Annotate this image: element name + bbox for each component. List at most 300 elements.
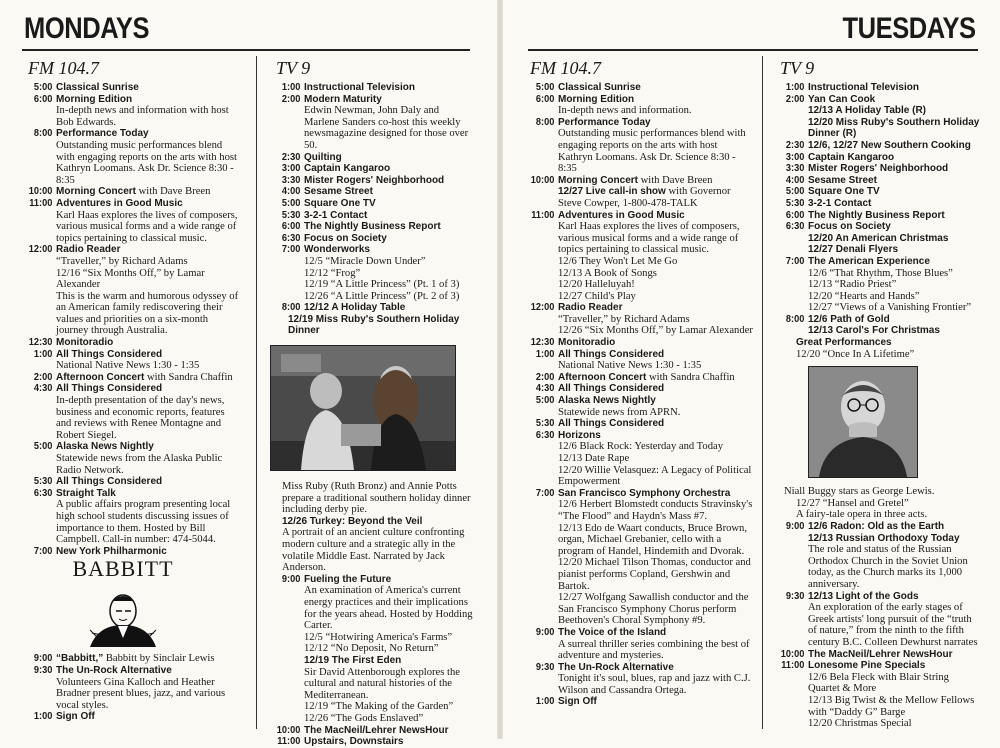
program-title: 3-2-1 Contact	[808, 197, 872, 209]
program-entry	[20, 383, 242, 395]
program-entry	[268, 210, 473, 222]
program-title: Square One TV	[808, 186, 880, 198]
program-title: All Things Considered	[56, 476, 163, 488]
program-sub: 12/6 “That Rhythm, Those Blues”	[808, 267, 953, 279]
portrait-photo	[808, 366, 918, 478]
program-time: 5:00	[535, 82, 555, 93]
program-entry	[522, 82, 754, 94]
program-sub	[772, 244, 982, 256]
program-entry	[522, 302, 754, 314]
program-title: All Things Considered	[558, 383, 665, 395]
program-time: 6:00	[785, 209, 805, 221]
program-time: 5:30	[281, 209, 301, 221]
program-title: Upstairs, Downstairs	[304, 736, 404, 748]
program-time: 12:30	[530, 337, 555, 349]
program-entry	[772, 521, 982, 533]
program-description: Volunteers Gina Kalloch and Heather Bradner present blues, jazz, and various vocal styles.	[56, 676, 226, 711]
program-time: 11:00	[781, 660, 805, 672]
program-entry	[20, 244, 242, 256]
program-entry	[522, 349, 754, 361]
program-entry	[772, 186, 982, 198]
program-list	[268, 574, 473, 748]
program-entry	[772, 221, 982, 233]
program-sub: 12/26 “A Little Princess” (Pt. 2 of 3)	[304, 290, 460, 302]
program-title: Great Performances	[796, 337, 892, 349]
program-title: Radio Reader	[558, 302, 623, 314]
program-entry	[268, 198, 473, 210]
program-title: 12/12 A Holiday Table	[304, 302, 406, 314]
program-sub: 12/12 “Frog”	[304, 267, 361, 279]
program-time: 6:30	[785, 221, 805, 233]
kitchen-photo-image	[271, 346, 455, 470]
program-entry	[772, 163, 982, 175]
program-sub-title: 12/13 Carol's For Christmas	[808, 325, 940, 337]
program-sub: 12/20 “Once In A Lifetime”	[796, 348, 915, 360]
program-title: Yan Can Cook	[808, 93, 876, 105]
program-time: 5:00	[33, 82, 53, 93]
program-title: Instructional Television	[304, 82, 415, 93]
program-time: 6:00	[33, 93, 53, 105]
program-title: Horizons	[558, 429, 601, 441]
program-entry	[20, 372, 242, 384]
program-time: 5:00	[33, 441, 53, 453]
program-sub	[772, 105, 982, 117]
program-time: 11:00	[29, 197, 53, 209]
program-entry	[522, 372, 754, 384]
fm-column	[20, 56, 242, 723]
program-description: “Traveller,” by Richard Adams	[558, 313, 690, 325]
program-sub-title: 12/26 Turkey: Beyond the Veil	[282, 515, 423, 527]
program-entry	[20, 665, 242, 677]
program-time: 1:00	[33, 711, 53, 723]
program-sub: 12/20 Halleluyah!	[558, 279, 635, 291]
program-time: 9:30	[535, 661, 555, 673]
tv-column	[772, 56, 982, 730]
program-title: Adventures in Good Music	[56, 197, 183, 209]
program-entry	[522, 210, 754, 222]
program-time: 3:30	[281, 174, 301, 186]
program-title: Performance Today	[56, 128, 149, 140]
program-title: Sesame Street	[808, 174, 877, 186]
program-title: The Nightly Business Report	[808, 209, 945, 221]
program-entry	[772, 314, 982, 326]
program-sub-title: 12/19 The First Eden	[304, 654, 402, 666]
program-time: 5:30	[785, 197, 805, 209]
program-entry	[772, 152, 982, 164]
program-title: Focus on Society	[304, 232, 387, 244]
program-description: Statewide news from the Alaska Public Radio Network.	[56, 453, 223, 476]
program-sub: 12/12 “No Deposit, No Return”	[304, 643, 439, 655]
program-description: National Native News 1:30 - 1:35	[56, 360, 200, 372]
program-description: An examination of America's current energy practices and their implications for the years ahead. Hosted by Hodding Carter.	[304, 585, 473, 632]
program-sub: 12/5 “Hotwiring America's Farms”	[304, 631, 453, 643]
program-description: The role and status of the Russian Orthodox Church in the Soviet Union today, as the Church marks its 1,000 anniversary.	[808, 544, 968, 590]
program-list	[268, 82, 473, 314]
program-entry	[268, 302, 473, 314]
program-sub: 12/26 “The Gods Enslaved”	[304, 712, 424, 724]
program-time: 2:00	[785, 93, 805, 105]
program-entry	[772, 198, 982, 210]
program-sub-title: 12/20 An American Christmas	[808, 232, 949, 244]
program-host: with Sandra Chaffin	[646, 371, 735, 383]
program-time: 3:00	[785, 151, 805, 163]
column-divider	[256, 56, 257, 729]
program-title: 12/13 Light of the Gods	[808, 590, 919, 602]
program-entry	[268, 152, 473, 164]
program-time: 10:00	[530, 174, 555, 186]
program-entry	[772, 660, 982, 672]
program-host: with Sandra Chaffin	[144, 371, 233, 383]
babbitt-illustration	[68, 556, 178, 647]
program-sub-suffix: with Governor Steve Cowper, 1-800-478-TALK	[558, 186, 731, 209]
program-host: Babbitt by Sinclair Lewis	[103, 653, 215, 665]
program-description: Karl Haas explores the lives of composers, various musical forms and a wide range of topics pertaining to classical music.	[558, 221, 740, 256]
program-description: A public affairs program presenting local high school students discussing issues of importance to them. Hosted by Bill Campbell. Call-in number: 474-5044.	[56, 499, 231, 546]
program-entry	[522, 488, 754, 500]
program-sub-title: 12/27 Denali Flyers	[808, 244, 899, 256]
program-time: 3:00	[281, 163, 301, 175]
program-title: Radio Reader	[56, 244, 121, 256]
babbitt-title: BABBITT	[72, 556, 174, 582]
program-time: 5:00	[535, 395, 555, 407]
program-time: 7:00	[535, 487, 555, 499]
program-title: Alaska News Nightly	[558, 395, 656, 407]
program-time: 4:30	[33, 383, 53, 395]
station-name: FM 104.7	[28, 58, 99, 78]
program-time: 10:00	[276, 724, 301, 736]
program-title: Captain Kangaroo	[304, 163, 391, 175]
program-time: 5:00	[785, 186, 805, 198]
portrait-photo-image	[809, 367, 917, 477]
program-title: Monitoradio	[558, 337, 616, 349]
program-sub: 12/13 Edo de Waart conducts, Bruce Brown, organ, Michael Grebanier, cello with a program of Handel, Hindemith and Dvorak.	[558, 522, 748, 557]
program-entry	[268, 736, 473, 748]
program-entry	[522, 395, 754, 407]
program-sub-title: 12/19 Miss Ruby's Southern Holiday Dinner	[288, 313, 460, 337]
program-entry	[772, 591, 982, 603]
station-name: FM 104.7	[530, 58, 601, 78]
program-entry	[522, 383, 754, 395]
program-entry	[772, 256, 982, 268]
program-entry	[20, 441, 242, 453]
program-time: 7:00	[33, 545, 53, 557]
program-entry	[772, 94, 982, 106]
program-time: 12:00	[28, 244, 53, 256]
program-time: 12:00	[530, 302, 555, 314]
day-heading: MONDAYS	[24, 12, 150, 45]
program-sub: 12/13 Big Twist & the Mellow Fellows with “Daddy G” Barge	[808, 694, 975, 718]
program-time: 9:30	[785, 590, 805, 602]
program-description: An exploration of the early stages of Greek artists' long pursuit of the “truth of nature,” from the ninth to the fifth century B.C. Colleen Dewhurst narrates	[808, 602, 978, 648]
program-time: 9:00	[535, 626, 555, 638]
program-time: 5:00	[281, 197, 301, 209]
program-entry	[522, 662, 754, 674]
program-title: Morning Edition	[558, 93, 635, 105]
program-entry	[268, 175, 473, 187]
program-title: Mister Rogers' Neighborhood	[304, 174, 445, 186]
program-title: The Nightly Business Report	[304, 221, 441, 233]
program-time: 8:00	[33, 128, 53, 140]
program-time: 2:00	[33, 371, 53, 383]
program-sub: 12/20 Christmas Special	[808, 718, 912, 730]
program-title: The MacNeil/Lehrer NewsHour	[304, 724, 449, 736]
program-entry	[522, 627, 754, 639]
program-list	[20, 82, 242, 557]
program-entry	[268, 221, 473, 233]
program-description: A surreal thriller series combining the best of adventure and mysteries.	[558, 638, 750, 662]
program-time: 9:00	[33, 653, 53, 665]
program-time: 9:30	[33, 664, 53, 676]
program-entry	[20, 128, 242, 140]
station-name: TV 9	[276, 58, 311, 78]
program-title: 3-2-1 Contact	[304, 209, 368, 221]
mondays-page	[0, 0, 498, 748]
program-time: 1:00	[281, 82, 301, 93]
program-sub	[772, 233, 982, 245]
program-time: 10:00	[780, 648, 805, 660]
program-time: 3:30	[785, 163, 805, 175]
program-title: “Babbitt,”	[56, 653, 104, 665]
program-time: 1:00	[33, 348, 53, 360]
program-description: In-depth presentation of the day's news, business and economic reports, features and reviews with Renee Montagne and Robert Siegel.	[56, 395, 225, 441]
program-time: 6:30	[281, 232, 301, 244]
photo-caption: Miss Ruby (Ruth Bronz) and Annie Potts prepare a traditional southern holiday dinner including derby pie.	[282, 481, 471, 516]
program-description: Karl Haas explores the lives of composers, various musical forms and a wide range of topics pertaining to classical music.	[56, 209, 238, 244]
program-title: All Things Considered	[558, 418, 665, 430]
program-entry	[20, 653, 242, 665]
program-list	[772, 82, 982, 337]
program-title: Monitoradio	[56, 337, 114, 349]
program-time: 2:30	[281, 151, 301, 163]
program-description: National Native News 1:30 - 1:35	[558, 360, 702, 372]
program-title: Morning Concert	[558, 174, 638, 186]
program-title: Sesame Street	[304, 186, 373, 198]
program-description: Outstanding music performances blend with engaging reports on the arts with host Kathryn Loomans. Ask Dr. Science 8:30 - 8:35	[558, 128, 746, 175]
program-title: Sign Off	[558, 696, 597, 708]
program-title: The Un-Rock Alternative	[558, 661, 674, 673]
program-time: 6:00	[281, 221, 301, 233]
program-time: 1:00	[535, 348, 555, 360]
program-sub: 12/6 Herbert Blomstedt conducts Stravinsky's “The Flood” and Haydn's Mass #7.	[558, 499, 753, 522]
program-title: 12/6 Radon: Old as the Earth	[808, 521, 945, 533]
day-heading: TUESDAYS	[842, 12, 976, 45]
program-time: 11:00	[277, 736, 301, 748]
program-time: 8:00	[535, 116, 555, 128]
program-sub: 12/6 Bela Fleck with Blair String Quartet & More	[808, 671, 949, 695]
program-title: Captain Kangaroo	[808, 151, 895, 163]
program-time: 12:30	[28, 337, 53, 349]
program-title: Fueling the Future	[304, 573, 392, 585]
program-entry	[20, 711, 242, 723]
program-time: 6:30	[535, 429, 555, 441]
program-title: Lonesome Pine Specials	[808, 660, 926, 672]
program-description: Outstanding music performances blend with engaging reports on the arts with host Kathryn Loomans. Ask Dr. Science 8:30 - 8:35	[56, 139, 237, 186]
program-title: New York Philharmonic	[56, 545, 167, 557]
program-description: Tonight it's soul, blues, rap and jazz with C.J. Wilson and Cassandra Ortega.	[558, 673, 751, 696]
program-sub: 12/20 “Hearts and Hands”	[808, 290, 920, 302]
program-entry	[772, 210, 982, 222]
program-list	[772, 521, 982, 730]
program-entry	[522, 337, 754, 349]
program-entry	[522, 418, 754, 430]
program-sub	[772, 117, 982, 140]
program-title: The American Experience	[808, 255, 930, 267]
program-description: A fairy-tale opera in three acts.	[796, 509, 928, 521]
program-sub: 12/19 “A Little Princess” (Pt. 1 of 3)	[304, 279, 460, 291]
program-host: with Dave Breen	[638, 174, 713, 186]
program-entry	[268, 94, 473, 106]
program-sub: 12/26 “Six Months Off,” by Lamar Alexander	[558, 325, 753, 337]
program-entry	[20, 349, 242, 361]
program-sub	[522, 186, 754, 209]
program-time: 8:00	[281, 302, 301, 314]
program-title: Morning Edition	[56, 93, 133, 105]
program-entry	[522, 175, 754, 187]
program-time: 10:00	[28, 186, 53, 198]
program-title: Instructional Television	[808, 82, 919, 93]
program-time: 1:00	[535, 696, 555, 708]
program-title: Mister Rogers' Neighborhood	[808, 163, 949, 175]
program-sub-title: 12/13 A Holiday Table (R)	[808, 105, 926, 117]
program-time: 6:00	[535, 93, 555, 105]
photo-caption: Niall Buggy stars as George Lewis.	[784, 486, 935, 498]
program-title: Classical Sunrise	[558, 82, 641, 93]
program-sub: 12/19 “The Making of the Garden”	[304, 701, 454, 713]
program-title: Square One TV	[304, 197, 376, 209]
program-entry	[20, 186, 242, 198]
program-entry	[522, 94, 754, 106]
program-title: Adventures in Good Music	[558, 209, 685, 221]
program-entry	[268, 244, 473, 256]
program-sub-title: 12/27 Live call-in show	[558, 186, 666, 198]
program-title: All Things Considered	[56, 383, 163, 395]
program-sub	[772, 325, 982, 337]
program-description: Statewide news from APRN.	[558, 406, 681, 418]
program-title: The Un-Rock Alternative	[56, 664, 172, 676]
program-title: All Things Considered	[558, 348, 665, 360]
program-sub: 12/6 Black Rock: Yesterday and Today	[558, 441, 724, 453]
program-title: The MacNeil/Lehrer NewsHour	[808, 648, 953, 660]
program-time: 7:00	[785, 255, 805, 267]
program-title: Wonderworks	[304, 244, 370, 256]
tuesdays-page	[502, 0, 1000, 739]
program-time: 1:00	[785, 82, 805, 93]
program-entry	[268, 574, 473, 586]
program-entry	[268, 186, 473, 198]
program-time: 9:00	[281, 573, 301, 585]
program-entry	[772, 649, 982, 661]
program-entry	[522, 117, 754, 129]
column-divider	[762, 56, 763, 729]
program-sub: 12/16 “Six Months Off,” by Lamar Alexander	[56, 267, 205, 291]
program-entry	[268, 82, 473, 94]
program-description: This is the warm and humorous odyssey of an American family rediscovering their values and priorities on a six-month journey through Australia.	[56, 290, 239, 337]
program-list	[20, 653, 242, 723]
program-time: 4:00	[785, 174, 805, 186]
program-time: 5:30	[33, 476, 53, 488]
program-time: 4:30	[535, 383, 555, 395]
program-entry	[268, 725, 473, 737]
program-entry	[20, 198, 242, 210]
babbitt-portrait	[68, 556, 178, 647]
program-title: Focus on Society	[808, 221, 891, 233]
tv-column	[268, 56, 473, 748]
program-time: 8:00	[785, 313, 805, 325]
program-entry	[20, 488, 242, 500]
program-description: Sir David Attenborough explores the cultural and natural histories of the Mediterranean.	[304, 666, 460, 701]
program-sub: 12/20 Michael Tilson Thomas, conductor and pianist performs Copland, Gershwin and Bartok.	[558, 557, 751, 592]
heading-rule	[528, 49, 978, 51]
program-sub: 12/5 “Miracle Down Under”	[304, 255, 426, 267]
program-entry	[772, 175, 982, 187]
program-sub: 12/13 “Radio Priest”	[808, 279, 897, 291]
program-title: The Voice of the Island	[558, 626, 667, 638]
program-title: Morning Concert	[56, 186, 136, 198]
program-sub-title: 12/20 Miss Ruby's Southern Holiday Dinner (R)	[808, 116, 980, 140]
program-title: Straight Talk	[56, 487, 116, 499]
program-entry	[268, 163, 473, 175]
program-title: Alaska News Nightly	[56, 441, 154, 453]
program-description: Edwin Newman, John Daly and Marlene Sanders co-host this weekly newsmagazine designed for those over 50.	[304, 105, 469, 151]
program-description: A portrait of an ancient culture confronting modern culture and a strategic ally in the volatile Middle East. Narrated by Jack Anderson.	[282, 527, 465, 574]
program-entry	[20, 337, 242, 349]
program-list	[522, 82, 754, 708]
program-sub: 12/20 Willie Velasquez: A Legacy of Political Empowerment	[558, 464, 752, 488]
program-sub: 12/27 Child's Play	[558, 290, 636, 302]
program-title: Afternoon Concert	[56, 371, 145, 383]
program-sub: 12/27 “Hansel and Gretel”	[796, 497, 909, 509]
program-entry	[772, 140, 982, 152]
program-title: 12/6, 12/27 New Southern Cooking	[808, 139, 971, 151]
program-time: 2:00	[535, 371, 555, 383]
program-entry	[20, 82, 242, 94]
program-time: 11:00	[531, 209, 555, 221]
program-description: “Traveller,” by Richard Adams	[56, 255, 188, 267]
program-sub: 12/13 A Book of Songs	[558, 267, 657, 279]
fm-column	[522, 56, 754, 708]
program-time: 6:30	[33, 487, 53, 499]
program-sub: 12/13 Date Rape	[558, 453, 630, 464]
program-title: Quilting	[304, 151, 342, 163]
program-title: Performance Today	[558, 116, 651, 128]
program-sub	[772, 533, 982, 545]
program-sub: 12/27 Wolfgang Sawallish conductor and the San Francisco Symphony Chorus perform Beethoven's Choral Symphony #9.	[558, 592, 749, 627]
program-title: Classical Sunrise	[56, 82, 139, 93]
program-time: 4:00	[281, 186, 301, 198]
program-sub: 12/27 “Views of a Vanishing Frontier”	[808, 302, 972, 314]
program-time: 5:30	[535, 418, 555, 430]
program-host: with Dave Breen	[136, 186, 211, 198]
heading-rule	[22, 49, 470, 51]
program-entry	[20, 94, 242, 106]
program-entry	[522, 696, 754, 708]
program-title: Sign Off	[56, 711, 95, 723]
program-time: 2:30	[785, 139, 805, 151]
program-sub-title: 12/13 Russian Orthodoxy Today	[808, 532, 960, 544]
station-name: TV 9	[780, 58, 815, 78]
program-sub: 12/6 They Won't Let Me Go	[558, 255, 678, 267]
program-entry	[522, 430, 754, 442]
program-title: San Francisco Symphony Orchestra	[558, 487, 731, 499]
program-description: In-depth news and information with host Bob Edwards.	[56, 105, 229, 128]
program-time: 2:00	[281, 93, 301, 105]
kitchen-photo	[270, 345, 456, 471]
program-title: All Things Considered	[56, 348, 163, 360]
program-entry	[772, 82, 982, 94]
program-time: 7:00	[281, 244, 301, 256]
program-title: 12/6 Path of Gold	[808, 313, 890, 325]
program-title: Afternoon Concert	[558, 371, 647, 383]
